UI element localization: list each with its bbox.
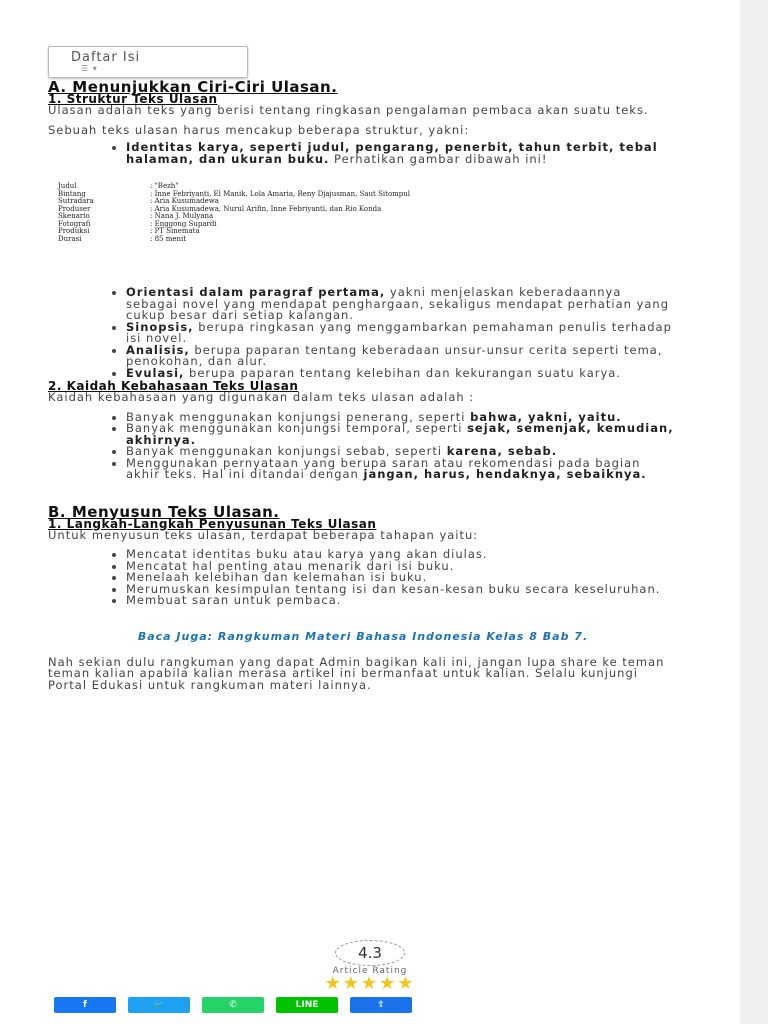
- star-icon[interactable]: ★: [324, 973, 343, 994]
- structure-list-2: [48, 287, 678, 379]
- closing-paragraph: Nah sekian dulu rangkuman yang dapat Admin bagikan kali ini, jangan lupa share ke teman teman kalian apabila kalian merasa artikel ini bermanfaat untuk kalian. Selalu kunjungi Portal Edukasi untuk rangkuman materi lainnya.: [48, 654, 665, 692]
- list-item-bold: jangan, harus, hendaknya, sebaiknya.: [363, 467, 647, 481]
- paragraph: Kaidah kebahasaan yang digunakan dalam teks ulasan adalah :: [48, 390, 475, 404]
- identity-value: : 85 menit: [150, 234, 187, 243]
- list-item-bold: Identitas karya, seperti judul, pengarang, penerbit, tahun terbit, tebal halaman, dan ukuran buku.: [126, 140, 658, 166]
- section-a-heading: A. Menunjukkan Ciri-Ciri Ulasan.: [48, 78, 338, 96]
- identity-value: : Aria Kusumadewa, Nurul Arifin, Inne Febriyanti, dan Rio Konda: [150, 204, 382, 213]
- list-item: [126, 142, 678, 165]
- star-icon[interactable]: ★: [360, 973, 380, 994]
- share-share-button[interactable]: ⇪: [350, 997, 412, 1013]
- identity-value: : Inne Febriyanti, El Manik, Lola Amaria, Reny Djajusman, Saut Sitompul: [150, 189, 411, 198]
- list-item: • Membuat saran untuk pembaca.: [126, 595, 678, 607]
- list-item-bold: Evulasi,: [126, 365, 185, 380]
- list-item-text: berupa paparan tentang keberadaan unsur-unsur cerita seperti tema, penokohan, dan alur.: [126, 342, 663, 368]
- list-item: • Mencatat identitas buku atau karya yang akan diulas.: [126, 549, 678, 561]
- paragraph: Untuk menyusun teks ulasan, terdapat beberapa tahapan yaitu:: [48, 527, 479, 542]
- list-item: • Mencatat hal penting atau menarik dari isi buku.: [126, 561, 678, 573]
- list-item-text: Banyak menggunakan konjungsi sebab, seperti: [126, 444, 447, 458]
- article-rating: [300, 940, 440, 992]
- identity-key: Bintang: [58, 189, 86, 198]
- share-buttons: [54, 997, 412, 1013]
- identity-key: Produksi: [58, 227, 90, 235]
- list-item-bold: Sinopsis,: [126, 319, 194, 334]
- kaidah-list: [48, 409, 678, 481]
- star-icon[interactable]: ★: [397, 973, 416, 994]
- list-item-text: Banyak menggunakan konjungsi temporal, seperti: [126, 421, 468, 435]
- paragraph: Ulasan adalah teks yang berisi tentang ringkasan pengalaman pembaca akan suatu teks.: [48, 103, 649, 117]
- list-item-text: berupa ringkasan yang menggambarkan pemahaman penulis terhadap isi novel.: [126, 319, 672, 345]
- list-item-bold: sejak, semenjak, kemudian, akhirnya.: [126, 421, 674, 447]
- rating-value: 4.3: [335, 940, 405, 966]
- twitter-share-button[interactable]: 🐦: [128, 997, 190, 1013]
- section-a-subheading-1: 1. Struktur Teks Ulasan: [48, 92, 218, 106]
- list-item-bold: Orientasi dalam paragraf pertama,: [126, 285, 386, 299]
- list-item-text: berupa paparan tentang kelebihan dan kekurangan suatu karya.: [184, 365, 621, 380]
- list-item: [126, 342, 678, 368]
- list-item-bold: bahwa, yakni, yaitu.: [470, 409, 622, 424]
- identity-value: : Aria Kusumadewa: [150, 197, 219, 205]
- identity-key: Durasi: [58, 234, 82, 243]
- article-content: [48, 46, 678, 691]
- structure-list: [48, 142, 678, 165]
- identity-value: : PT Sinemata: [150, 227, 200, 235]
- list-item: [126, 455, 678, 481]
- list-item: [126, 365, 678, 380]
- identity-row: [58, 236, 678, 244]
- identity-key: Skenario: [58, 212, 90, 220]
- list-item: [126, 287, 678, 322]
- steps-list: [48, 549, 678, 607]
- whatsapp-share-button[interactable]: ✆: [202, 997, 264, 1013]
- list-item: • Merumuskan kesimpulan tentang isi dan kesan-kesan buku secara keseluruhan.: [126, 584, 678, 596]
- list-item: • Menelaah kelebihan dan kelemahan isi buku.: [126, 572, 678, 584]
- section-b-heading: B. Menyusun Teks Ulasan.: [48, 502, 280, 521]
- list-item: [126, 319, 678, 345]
- rating-stars[interactable]: [300, 973, 440, 994]
- list-item-bold: karena, sebab.: [446, 444, 558, 458]
- facebook-share-button[interactable]: f: [54, 997, 116, 1013]
- read-also-link[interactable]: Baca Juga: Rangkuman Materi Bahasa Indonesia Kelas 8 Bab 7.: [137, 629, 589, 643]
- identity-key: Sutradara: [58, 197, 94, 205]
- list-toggle-icon: ☰ ▾: [81, 64, 98, 73]
- identity-value: : "Bezh": [150, 182, 179, 190]
- film-identity-table: [58, 183, 678, 243]
- list-item: [126, 423, 678, 446]
- rating-label: Article Rating: [332, 966, 408, 976]
- table-of-contents-toggle[interactable]: [48, 46, 248, 78]
- list-item-bold: Analisis,: [126, 342, 190, 357]
- section-a-subheading-2: 2. Kaidah Kebahasaan Teks Ulasan: [48, 379, 299, 393]
- paragraph: Sebuah teks ulasan harus mencakup beberapa struktur, yakni:: [48, 122, 470, 137]
- identity-value: : Enggong Supardi: [150, 219, 217, 228]
- identity-key: Fotografi: [58, 219, 91, 228]
- list-item-text: Menggunakan pernyataan yang berupa saran atau rekomendasi pada bagian akhir teks. Hal ini ditandai dengan: [126, 455, 641, 481]
- toc-title: Daftar Isi: [71, 50, 141, 65]
- list-item-text: Perhatikan gambar dibawah ini!: [329, 151, 548, 166]
- identity-key: Judul: [58, 182, 77, 190]
- section-b-subheading-1: 1. Langkah-Langkah Penyusunan Teks Ulasan: [48, 516, 377, 531]
- identity-key: Produser: [58, 204, 91, 213]
- identity-value: : Nana J. Mulyana: [150, 212, 214, 220]
- line-share-button[interactable]: LINE: [276, 997, 338, 1013]
- star-icon[interactable]: ★: [379, 973, 398, 994]
- list-item-text: Banyak menggunakan konjungsi penerang, seperti: [126, 409, 471, 424]
- right-sidebar-strip: [740, 0, 768, 1024]
- star-icon[interactable]: ★: [342, 973, 361, 994]
- list-item-text: yakni menjelaskan keberadaannya sebagai novel yang mendapat penghargaan, sekaligus mendapat perhatian yang cukup besar dari setiap kalangan.: [126, 285, 670, 322]
